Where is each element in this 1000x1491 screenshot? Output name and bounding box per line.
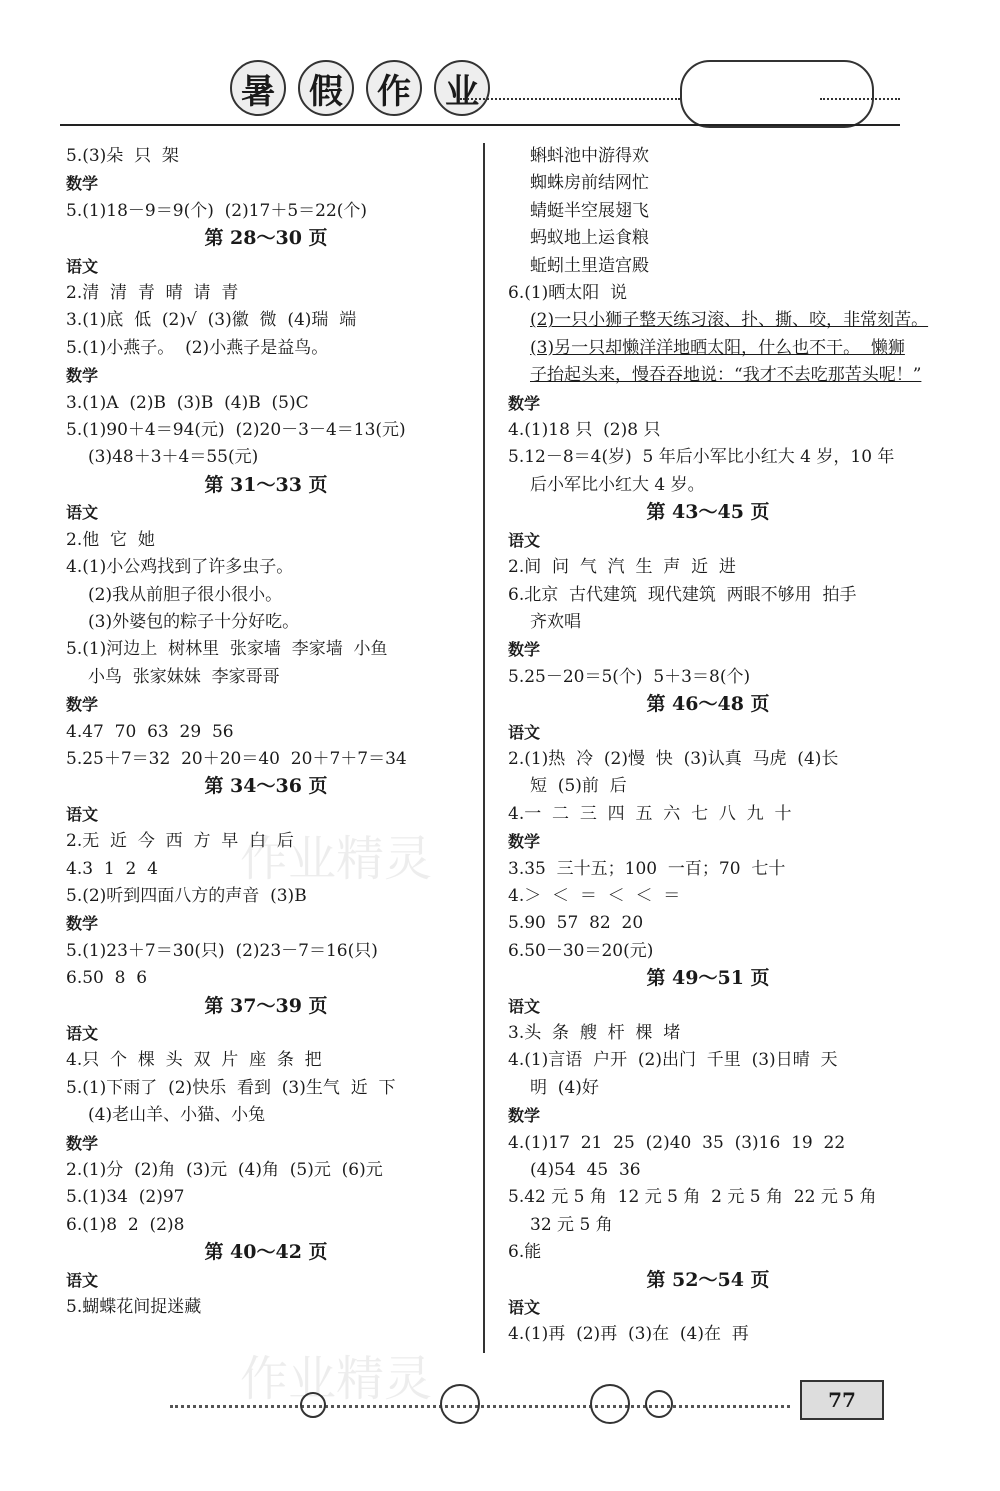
page-range-heading: 第 52～54 页	[646, 1268, 770, 1291]
answer-line: 5.(1)90＋4＝94(元) (2)20－3－4＝13(元)	[66, 420, 406, 441]
watermark: 作业精灵	[240, 1351, 433, 1407]
answer-line: 蚂蚁地上运食粮	[530, 228, 649, 249]
subject-heading: 语文	[66, 804, 99, 824]
answer-line: (3)外婆包的粽子十分好吃。	[88, 611, 300, 632]
left-answer-column	[66, 143, 466, 1321]
page-range-heading: 第 28～30 页	[204, 227, 328, 250]
answer-line: 6.(1)8 2 (2)8	[66, 1214, 185, 1235]
answer-line: 5.(1)下雨了 (2)快乐 看到 (3)生气 近 下	[66, 1077, 396, 1098]
page-range-heading: 第 49～51 页	[646, 967, 770, 990]
answer-line: 4.(1)18 只 (2)8 只	[508, 420, 661, 441]
answer-line: 蝌蚪池中游得欢	[530, 146, 649, 166]
answer-line: 2.(1)分 (2)角 (3)元 (4)角 (5)元 (6)元	[66, 1160, 383, 1181]
answer-line: 4.一 二 三 四 五 六 七 八 九 十	[508, 803, 792, 824]
subject-heading: 语文	[508, 1298, 541, 1318]
answer-line: 3.(1)底 低 (2)√ (3)徽 微 (4)瑞 端	[66, 310, 357, 331]
answer-line: 短 (5)前 后	[530, 776, 627, 797]
footer-circle-decoration	[590, 1384, 630, 1424]
title-char: 作	[366, 60, 422, 116]
answer-line: 5.(1)小燕子。 (2)小燕子是益鸟。	[66, 337, 329, 358]
subject-heading: 数学	[66, 366, 99, 386]
answer-line: (3)另一只却懒洋洋地晒太阳，什么也不干。 懒狮	[530, 337, 905, 358]
page-range-heading: 第 40～42 页	[204, 1241, 328, 1264]
header-title	[230, 60, 490, 116]
answer-line: 5.(3)朵 只 架	[66, 146, 179, 166]
answer-line: 5.(1)34 (2)97	[66, 1187, 185, 1208]
answer-line: 5.蝴蝶花间捉迷藏	[66, 1297, 202, 1318]
page-header	[60, 40, 900, 140]
watermark: 作业精灵	[240, 831, 433, 887]
answer-line: 齐欢唱	[530, 611, 581, 632]
answer-line: (2)我从前胆子很小很小。	[88, 584, 283, 605]
answer-line: 2.间 问 气 汽 生 声 近 进	[508, 557, 736, 578]
answer-line: 4.(1)言语 户开 (2)出门 千里 (3)日晴 天	[508, 1050, 838, 1071]
subject-heading: 语文	[66, 1024, 99, 1043]
answer-line: 3.35 三十五；100 一百；70 七十	[508, 858, 786, 879]
answer-line: 4.(1)小公鸡找到了许多虫子。	[66, 557, 294, 578]
right-answer-column	[508, 143, 929, 1349]
answer-line: 5.(1)河边上 树林里 张家墙 李家墙 小鱼	[66, 639, 388, 660]
header-dotted-line	[820, 98, 900, 100]
answer-line: 2.(1)热 冷 (2)慢 快 (3)认真 马虎 (4)长	[508, 748, 839, 769]
answer-line: 5.12－8＝4(岁) 5 年后小军比小红大 4 岁，10 年	[508, 447, 895, 468]
answer-line: 32 元 5 角	[530, 1214, 613, 1235]
answer-line: 4.(1)17 21 25 (2)40 35 (3)16 19 22	[508, 1132, 846, 1153]
subject-heading: 数学	[66, 1133, 99, 1153]
answer-line: 2.清 清 青 晴 请 青	[66, 283, 239, 304]
footer-circle-decoration	[645, 1390, 673, 1418]
answer-line: (4)老山羊、小猫、小兔	[88, 1105, 266, 1126]
subject-heading: 语文	[66, 256, 99, 276]
subject-heading: 数学	[508, 1106, 541, 1126]
answer-line: 后小军比小红大 4 岁。	[530, 474, 705, 495]
answer-line: 5.25＋7＝32 20＋20＝40 20＋7＋7＝34	[66, 748, 407, 769]
answer-line: 4.只 个 棵 头 双 片 座 条 把	[66, 1050, 322, 1071]
answer-line: 4.＞ ＜ ＝ ＜ ＜ ＝	[508, 885, 681, 906]
title-char: 假	[298, 60, 354, 116]
answer-line: 5.42 元 5 角 12 元 5 角 2 元 5 角 22 元 5 角	[508, 1187, 877, 1208]
page-range-heading: 第 43～45 页	[646, 501, 770, 524]
title-char: 业	[434, 60, 490, 116]
subject-heading: 数学	[508, 640, 541, 660]
answer-line: (3)48＋3＋4＝55(元)	[88, 447, 259, 468]
answer-line: 4.(1)再 (2)再 (3)在 (4)在 再	[508, 1324, 749, 1345]
footer-circle-decoration	[440, 1384, 480, 1424]
answer-line: 小鸟 张家妹妹 李家哥哥	[88, 666, 280, 687]
answer-line: 蜘蛛房前结网忙	[530, 173, 649, 194]
subject-heading: 数学	[508, 832, 541, 852]
page-range-heading: 第 37～39 页	[204, 994, 328, 1017]
column-divider	[483, 143, 485, 1353]
answer-line: 5.90 57 82 20	[508, 913, 644, 934]
answer-line: 6.(1)晒太阳 说	[508, 283, 628, 304]
answer-line: 2.无 近 今 西 方 早 白 后	[66, 831, 294, 852]
answer-line: 2.他 它 她	[66, 529, 155, 550]
answer-line: 明 (4)好	[530, 1077, 599, 1098]
page-range-heading: 第 34～36 页	[204, 775, 328, 798]
answer-line: 6.50 8 6	[66, 968, 148, 989]
answer-line: 蜻蜓半空展翅飞	[530, 200, 649, 221]
header-rule	[60, 124, 900, 126]
subject-heading: 语文	[508, 722, 541, 742]
subject-heading: 数学	[66, 695, 99, 715]
answer-line: 4.47 70 63 29 56	[66, 721, 234, 742]
answer-line: 3.(1)A (2)B (3)B (4)B (5)C	[66, 392, 309, 413]
subject-heading: 数学	[508, 393, 541, 413]
page-number: 77	[800, 1380, 884, 1420]
answer-line: 5.(2)听到四面八方的声音 (3)B	[66, 885, 307, 906]
subject-heading: 语文	[508, 996, 541, 1016]
answer-line: (4)54 45 36	[530, 1160, 641, 1181]
answer-line: 6.北京 古代建筑 现代建筑 两眼不够用 拍手	[508, 584, 857, 605]
answer-line: 3.头 条 艘 杆 棵 堵	[508, 1023, 681, 1043]
page-footer	[60, 1370, 900, 1430]
page-range-heading: 第 31～33 页	[204, 473, 328, 496]
answer-line: 子抬起头来，慢吞吞地说：“我才不去吃那苦头呢！”	[530, 365, 922, 386]
subject-heading: 数学	[66, 914, 99, 934]
subject-heading: 语文	[66, 1270, 99, 1290]
answer-line: 4.3 1 2 4	[66, 858, 158, 879]
subject-heading: 数学	[66, 174, 99, 194]
answer-line: 蚯蚓土里造宫殿	[530, 255, 649, 276]
title-char: 暑	[230, 60, 286, 116]
answer-line: 6.能	[508, 1242, 542, 1263]
answer-line: 5.(1)18－9＝9(个) (2)17＋5＝22(个)	[66, 200, 368, 221]
answer-line: 5.(1)23＋7＝30(只) (2)23－7＝16(只)	[66, 940, 378, 961]
answer-line: 5.25－20＝5(个) 5＋3＝8(个)	[508, 666, 751, 687]
subject-heading: 语文	[66, 503, 99, 523]
answer-line: 6.50－30＝20(元)	[508, 940, 654, 961]
subject-heading: 语文	[508, 530, 541, 550]
header-cartoon-frame	[680, 60, 874, 128]
page-range-heading: 第 46～48 页	[646, 693, 770, 716]
header-dotted-line	[460, 98, 680, 100]
answer-line: (2)一只小狮子整天练习滚、扑、撕、咬，非常刻苦。	[530, 310, 929, 331]
